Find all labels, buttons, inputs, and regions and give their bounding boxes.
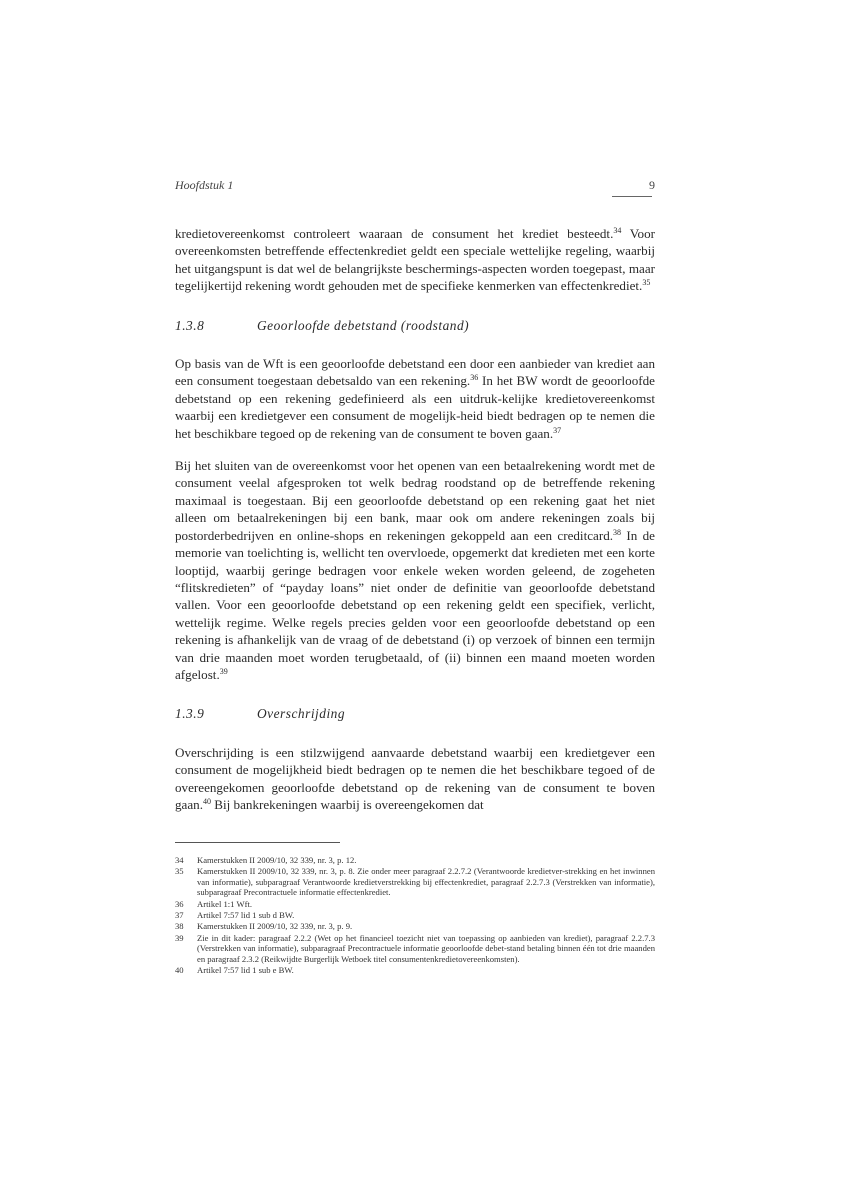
footnote-number: 37 <box>175 910 184 921</box>
footnotes <box>175 855 655 976</box>
footnote-text: Artikel 7:57 lid 1 sub d BW. <box>197 910 295 921</box>
footnote <box>175 965 655 975</box>
footnote-ref: 40 <box>203 796 211 806</box>
text-run: Bij het sluiten van de overeenkomst voor het openen van een betaalrekening wordt met de consument veelal afgesproken tot welk bedrag roodstand op de betreffende rekening maximaal is toegestaan. Bij een geoorloofde debetstand op een rekening gaat het niet alleen om betaalrekeningen bij een bank, maar ook om andere rekeningen zoals bij postorderbedrijven en online-shops en rekeningen gekoppeld aan een creditcard. <box>175 458 655 543</box>
section-heading-1-3-9 <box>175 705 655 722</box>
header-rule <box>612 196 652 197</box>
text-run: kredietovereenkomst controleert waaraan de consument het krediet besteedt. <box>175 226 614 241</box>
section-heading-1-3-8 <box>175 317 655 334</box>
paragraph-1-3-8-a <box>175 355 655 442</box>
footnote <box>175 933 655 964</box>
text-run: Op basis van de Wft is een geoorloofde debetstand een door een aanbieder van krediet aan een consument toegestaan debetsaldo van een rekening. <box>175 356 655 389</box>
section-number: 1.3.9 <box>175 706 205 722</box>
footnote <box>175 899 655 909</box>
footnote-text: Artikel 1:1 Wft. <box>197 898 252 909</box>
footnote <box>175 866 655 897</box>
footnote-text: Kamerstukken II 2009/10, 32 339, nr. 3, p. 8. Zie onder meer paragraaf 2.2.7.2 (Verantwoorde kredietver-strekking en het inwinnen van informatie), subparagraaf Verantwoorde kredietverstrekking bij effectenkrediet, paragraaf 2.2.7.3 (Verstrekken van informatie), subparagraaf Precontractuele informatie effectenkrediet. <box>197 866 655 898</box>
footnote-ref: 36 <box>470 373 479 383</box>
footnote-rule <box>175 842 340 843</box>
footnote-number: 38 <box>175 921 184 932</box>
text-run: Overschrijding is een stilzwijgend aanvaarde debetstand waarbij een kredietgever een consument de mogelijkheid biedt bedragen op te nemen die het beschikbare tegoed of de overeengekomen geoorloofde debetstand op de rekening van de consument te boven gaan. <box>175 744 655 812</box>
page-number: 9 <box>649 178 655 192</box>
footnote-number: 35 <box>175 866 184 877</box>
footnote <box>175 910 655 920</box>
paragraph-1-3-9-a <box>175 744 655 814</box>
section-title: Overschrijding <box>257 706 346 722</box>
footnote-ref: 35 <box>642 278 651 288</box>
footnote-ref: 34 <box>613 226 622 235</box>
footnote-number: 40 <box>175 965 184 976</box>
footnote-number: 39 <box>175 932 184 943</box>
footnote <box>175 855 655 865</box>
section-title: Geoorloofde debetstand (roodstand) <box>257 317 470 333</box>
text-run: In de memorie van toelichting is, wellicht ten overvloede, opgemerkt dat kredieten met een korte looptijd, waarbij geringe bedragen voor enkele weken worden geleend, de zogeheten “flitskredieten” of “payday loans” niet onder de definitie van geoorloofde debetstand vallen. Voor een geoorloofde debetstand op een rekening geldt een specifiek, verlicht, wettelijk regime. Welke regels precies gelden voor een geoorloofde debetstand op een rekening is afhankelijk van de vraag of de debetstand (i) op verzoek of binnen een termijn van drie maanden moet worden terugbetaald, of (ii) binnen een maand moeten worden afgelost. <box>175 527 655 682</box>
text-run: Voor overeenkomsten betreffende effectenkrediet geldt een speciale wettelijke regeling, waarbij het uitgangspunt is dat wel de belangrijkste beschermings-aspecten worden toegepast, maar tegelijkertijd rekening wordt gehouden met de specifieke kenmerken van effectenkrediet. <box>175 226 655 294</box>
footnote-ref: 37 <box>553 425 562 435</box>
footnote-ref: 38 <box>613 527 622 537</box>
section-number: 1.3.8 <box>175 317 205 333</box>
footnote-number: 36 <box>175 898 184 909</box>
footnote <box>175 921 655 931</box>
footnote-text: Zie in dit kader: paragraaf 2.2.2 (Wet op het financieel toezicht niet van toepassing op aanbieden van krediet), paragraaf 2.2.7.3 (Verstrekken van informatie), subparagraaf Precontractuele informatie geoorloofde debet-stand betaling binnen één tot drie maanden en paragraaf 2.3.2 (Reikwijdte Burgerlijk Wetboek titel consumentenkredietovereenkomsten). <box>197 932 655 964</box>
chapter-title: Hoofdstuk 1 <box>175 178 234 192</box>
paragraph-1-3-8-b <box>175 457 655 683</box>
text-run: In het BW wordt de geoorloofde debetstand op een rekening gedefinieerd als een uitdruk-kelijke kredietovereenkomst waarbij een kredietgever een consument de mogelijk-heid biedt bedragen op te nemen die het beschikbare tegoed op de rekening van de consument te boven gaan. <box>175 373 655 441</box>
paragraph-intro <box>175 225 655 295</box>
body-text <box>175 225 655 828</box>
footnote-text: Artikel 7:57 lid 1 sub e BW. <box>197 965 294 976</box>
footnote-number: 34 <box>175 855 184 865</box>
footnote-text: Kamerstukken II 2009/10, 32 339, nr. 3, p. 9. <box>197 921 353 932</box>
footnote-ref: 39 <box>219 666 228 676</box>
footnote-text: Kamerstukken II 2009/10, 32 339, nr. 3, p. 12. <box>197 855 357 865</box>
text-run: Bij bankrekeningen waarbij is overeengekomen dat <box>211 796 484 812</box>
